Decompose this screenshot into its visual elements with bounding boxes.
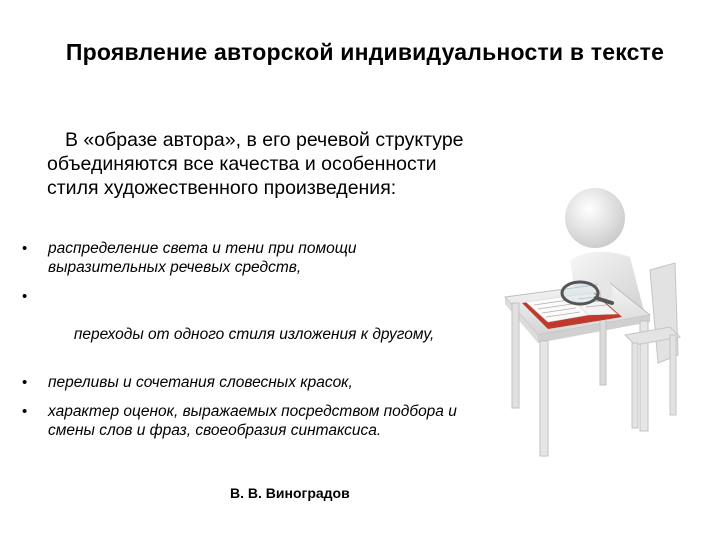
bullet-item (22, 287, 462, 363)
magnifier-icon (562, 282, 598, 304)
figure-reading-book-illustration (500, 185, 690, 460)
desk-leg (512, 303, 519, 408)
bullet-text: распределение света и тени при помощи выразительных речевых средств, (48, 240, 357, 276)
chair-leg (670, 335, 676, 415)
figure-head (565, 188, 625, 248)
bullet-text: переходы от одного стиля изложения к другому, (65, 326, 435, 343)
bullet-text: характер оценок, выражаемых посредством подбора и смены слов и фраз, своеобразия синтаксиса. (48, 403, 457, 439)
bullet-item (22, 373, 462, 392)
bullet-item (22, 402, 462, 440)
bullet-marker: • (22, 240, 28, 257)
bullet-marker: • (22, 288, 28, 305)
intro-paragraph: В «образе автора», в его речевой структуре объединяются все качества и особенности стиля художественного произведения: (47, 129, 464, 199)
attribution-author: В. В. Виноградов (230, 485, 350, 501)
desk-leg (540, 341, 548, 456)
slide-title: Проявление авторской индивидуальности в тексте (65, 39, 665, 65)
bullet-item (22, 239, 462, 277)
bullet-text: переливы и сочетания словесных красок, (48, 374, 353, 391)
bullet-marker: • (22, 403, 28, 420)
bullet-marker: • (22, 374, 28, 391)
bullet-list (22, 239, 462, 450)
chair-leg (632, 343, 638, 428)
